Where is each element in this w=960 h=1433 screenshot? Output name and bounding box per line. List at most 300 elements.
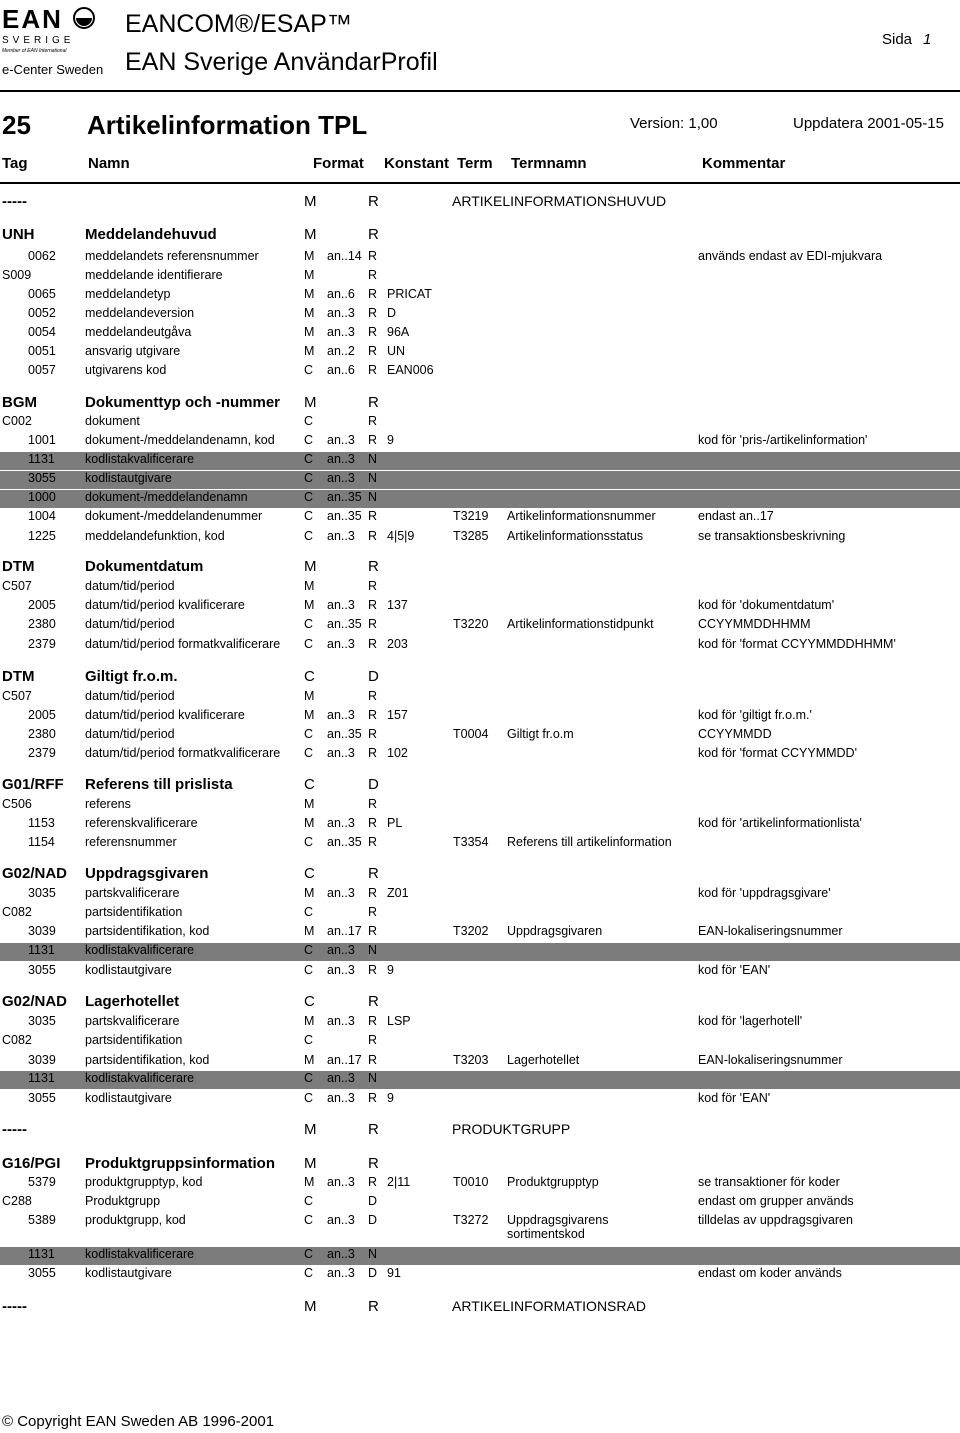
table-row: [0, 1053, 960, 1071]
table-row: [0, 617, 960, 635]
cell-name: meddelandets referensnummer: [85, 249, 259, 263]
cell-sub: 1000: [28, 490, 56, 504]
cell-name: Produktgrupp: [85, 1194, 161, 1208]
cell-tag: G01/RFF: [2, 776, 64, 793]
cell-name: datum/tid/period: [85, 579, 175, 593]
cell-term: T3202: [453, 924, 489, 938]
cell-sub: 3035: [28, 886, 56, 900]
cell-comment: endast an..17: [698, 509, 774, 523]
cell-status: M: [304, 193, 317, 210]
cell-termnamn: Referens till artikelinformation: [507, 835, 672, 849]
ean-sverige-logo: [0, 4, 108, 54]
cell-term: T0004: [453, 727, 489, 741]
cell-name: partskvalificerare: [85, 1014, 180, 1028]
cell-name: Dokumenttyp och -nummer: [85, 394, 281, 411]
cell-value: 9: [387, 1091, 394, 1105]
cell-name: kodlistakvalificerare: [85, 1071, 195, 1085]
cell-req: R: [368, 558, 379, 575]
cell-name: kodlistakvalificerare: [85, 452, 195, 466]
column-header-divider: [0, 182, 960, 184]
table-row: [0, 835, 960, 853]
cell-req: R: [368, 905, 378, 919]
cell-value: PRICAT: [387, 287, 432, 301]
cell-req: R: [368, 1298, 379, 1315]
cell-format: an..35: [327, 509, 362, 523]
table-row: [0, 344, 960, 362]
cell-req: R: [368, 268, 378, 282]
cell-sub: 3055: [28, 1091, 56, 1105]
cell-req: R: [368, 993, 379, 1010]
cell-req: R: [368, 1014, 378, 1028]
cell-sub: 3039: [28, 1053, 56, 1067]
cell-status: M: [304, 689, 315, 703]
cell-req: R: [368, 637, 378, 651]
cell-name: produktgrupptyp, kod: [85, 1175, 203, 1189]
segment-header-row: [0, 865, 960, 887]
cell-name: dokument: [85, 414, 140, 428]
cell-status: C: [304, 490, 314, 504]
cell-name: partsidentifikation, kod: [85, 1053, 210, 1067]
col-term: Term: [457, 155, 493, 172]
cell-req: R: [368, 746, 378, 760]
cell-req: R: [368, 689, 378, 703]
table-row: [0, 579, 960, 597]
cell-name: referens: [85, 797, 131, 811]
cell-status: C: [304, 452, 314, 466]
cell-format: an..3: [327, 963, 355, 977]
cell-status: C: [304, 509, 314, 523]
cell-sub: 2379: [28, 637, 56, 651]
cell-status: M: [304, 1053, 315, 1067]
cell-status: C: [304, 776, 315, 793]
cell-name: partskvalificerare: [85, 886, 180, 900]
cell-req: R: [368, 1121, 379, 1138]
table-row: [0, 1247, 960, 1265]
cell-sub: 3055: [28, 963, 56, 977]
cell-req: R: [368, 708, 378, 722]
cell-status: M: [304, 306, 315, 320]
table-row: [0, 529, 960, 547]
cell-term: T3354: [453, 835, 489, 849]
cell-status: M: [304, 1014, 315, 1028]
table-row: [0, 452, 960, 470]
cell-termnamn: Artikelinformationsstatus: [507, 529, 644, 543]
table-row: [0, 689, 960, 707]
cell-req: R: [368, 1091, 378, 1105]
section-number: 25: [2, 110, 31, 140]
cell-value: 4|5|9: [387, 529, 415, 543]
cell-name: kodlistakvalificerare: [85, 943, 195, 957]
cell-comment: CCYYMMDDHHMM: [698, 617, 811, 631]
table-row: [0, 708, 960, 726]
cell-format: an..3: [327, 1213, 355, 1227]
cell-req: N: [368, 943, 378, 957]
cell-status: M: [304, 924, 315, 938]
cell-sub: 1131: [28, 1071, 55, 1085]
cell-sub: 1225: [28, 529, 56, 543]
cell-sub: 1154: [28, 835, 55, 849]
cell-status: C: [304, 905, 314, 919]
cell-status: C: [304, 414, 314, 428]
table-row: [0, 1175, 960, 1193]
cell-termnamn: Lagerhotellet: [507, 1053, 580, 1067]
cell-sub: 2380: [28, 727, 56, 741]
svg-text:EAN: EAN: [2, 4, 63, 34]
cell-req: R: [368, 249, 378, 263]
cell-req: R: [368, 1175, 378, 1189]
cell-name: kodlistautgivare: [85, 963, 172, 977]
cell-tag: DTM: [2, 668, 35, 685]
cell-termnamn: Produktgrupptyp: [507, 1175, 599, 1189]
cell-name: dokument-/meddelandenamn, kod: [85, 433, 275, 447]
cell-format: an..3: [327, 471, 355, 485]
cell-sub: 5379: [28, 1175, 56, 1189]
cell-status: M: [304, 816, 315, 830]
segment-header-row: [0, 558, 960, 580]
cell-name: kodlistakvalificerare: [85, 1247, 195, 1261]
cell-req: R: [368, 598, 378, 612]
cell-req: N: [368, 1071, 378, 1085]
cell-name: referensnummer: [85, 835, 177, 849]
table-row: [0, 963, 960, 981]
table-row: [0, 471, 960, 489]
cell-tag: C082: [2, 905, 32, 919]
cell-name: meddelandeversion: [85, 306, 195, 320]
cell-sub: 0054: [28, 325, 56, 339]
cell-status: M: [304, 579, 315, 593]
cell-name: dokument-/meddelandenamn: [85, 490, 248, 504]
cell-value: LSP: [387, 1014, 411, 1028]
cell-value: 96A: [387, 325, 410, 339]
cell-format: an..3: [327, 1014, 355, 1028]
cell-termnamn: Artikelinformationsnummer: [507, 509, 656, 523]
cell-status: M: [304, 325, 315, 339]
cell-status: M: [304, 558, 317, 575]
cell-sub: 3035: [28, 1014, 56, 1028]
cell-value: PL: [387, 816, 403, 830]
cell-term: T3285: [453, 529, 489, 543]
cell-name: dokument-/meddelandenummer: [85, 509, 263, 523]
cell-termnamn: Uppdragsgivaren: [507, 924, 603, 938]
cell-value: 157: [387, 708, 408, 722]
cell-term: T3203: [453, 1053, 489, 1067]
cell-comment: kod för 'dokumentdatum': [698, 598, 835, 612]
cell-status: C: [304, 668, 315, 685]
doc-subtitle: EAN Sverige AnvändarProfil: [125, 48, 438, 76]
cell-req: R: [368, 816, 378, 830]
cell-status: C: [304, 727, 314, 741]
segment-header-row: [0, 193, 960, 215]
cell-comment: kod för 'EAN': [698, 1091, 771, 1105]
table-row: [0, 287, 960, 305]
cell-name: datum/tid/period formatkvalificerare: [85, 746, 281, 760]
cell-req: R: [368, 1155, 379, 1172]
cell-tag: C506: [2, 797, 32, 811]
cell-tag: S009: [2, 268, 32, 282]
segment-header-row: [0, 1155, 960, 1177]
cell-status: M: [304, 287, 315, 301]
cell-value: EAN006: [387, 363, 434, 377]
cell-comment: EAN-lokaliseringsnummer: [698, 924, 843, 938]
cell-req: R: [368, 963, 378, 977]
table-row: [0, 509, 960, 527]
cell-req: R: [368, 529, 378, 543]
cell-req: R: [368, 287, 378, 301]
cell-name: meddelandeutgåva: [85, 325, 192, 339]
cell-value: 102: [387, 746, 408, 760]
col-namn: Namn: [88, 155, 130, 172]
cell-status: M: [304, 708, 315, 722]
cell-format: an..3: [327, 306, 355, 320]
cell-tag: UNH: [2, 226, 35, 243]
version-label: Version: 1,00: [630, 115, 718, 132]
cell-format: an..2: [327, 344, 355, 358]
cell-sub: 1131: [28, 1247, 55, 1261]
cell-format: an..35: [327, 490, 362, 504]
cell-req: R: [368, 797, 378, 811]
segment-header-row: [0, 1121, 960, 1143]
page-label: Sida: [882, 31, 913, 48]
cell-req: R: [368, 727, 378, 741]
cell-name: datum/tid/period kvalificerare: [85, 708, 245, 722]
cell-comment: se transaktioner för koder: [698, 1175, 840, 1189]
cell-tag: BGM: [2, 394, 37, 411]
cell-req: R: [368, 414, 378, 428]
cell-status: M: [304, 886, 315, 900]
cell-status: M: [304, 1298, 317, 1315]
cell-comment: kod för 'format CCYYMMDD': [698, 746, 857, 760]
cell-sub: 1131: [28, 943, 55, 957]
cell-comment: kod för 'uppdragsgivare': [698, 886, 831, 900]
cell-format: an..3: [327, 746, 355, 760]
cell-status: M: [304, 249, 315, 263]
table-row: [0, 816, 960, 834]
cell-name: partsidentifikation: [85, 1033, 183, 1047]
cell-status: M: [304, 344, 315, 358]
cell-comment: kod för 'pris-/artikelinformation': [698, 433, 868, 447]
cell-req: D: [368, 1194, 378, 1208]
table-row: [0, 433, 960, 451]
cell-req: N: [368, 471, 378, 485]
cell-name: produktgrupp, kod: [85, 1213, 186, 1227]
cell-termnamn: Uppdragsgivarens sortimentskod: [507, 1213, 609, 1241]
cell-name: Giltigt fr.o.m.: [85, 668, 178, 685]
cell-req: R: [368, 226, 379, 243]
cell-format: an..6: [327, 363, 355, 377]
cell-sub: 2005: [28, 598, 56, 612]
table-row: [0, 1194, 960, 1212]
cell-name: meddelande identifierare: [85, 268, 223, 282]
cell-format: an..35: [327, 727, 362, 741]
cell-name: ansvarig utgivare: [85, 344, 181, 358]
col-tag: Tag: [2, 155, 28, 172]
cell-name: Referens till prislista: [85, 776, 233, 793]
cell-tag: C507: [2, 579, 32, 593]
cell-name: Lagerhotellet: [85, 993, 180, 1010]
cell-format: an..3: [327, 708, 355, 722]
cell-sub: 0065: [28, 287, 56, 301]
cell-name: Meddelandehuvud: [85, 226, 217, 243]
cell-sub: 1153: [28, 816, 55, 830]
cell-req: R: [368, 193, 379, 210]
segment-header-row: [0, 226, 960, 248]
cell-sub: 1001: [28, 433, 56, 447]
cell-termnamn: Giltigt fr.o.m: [507, 727, 574, 741]
updated-label: Uppdatera 2001-05-15: [793, 115, 944, 132]
cell-format: an..3: [327, 886, 355, 900]
cell-format: an..3: [327, 1266, 355, 1280]
cell-status: M: [304, 797, 315, 811]
cell-sub: 3055: [28, 471, 56, 485]
cell-term: T3272: [453, 1213, 489, 1227]
cell-sub: 2379: [28, 746, 56, 760]
cell-req: R: [368, 433, 378, 447]
cell-name: kodlistautgivare: [85, 471, 172, 485]
cell-format: an..14: [327, 249, 362, 263]
cell-status: M: [304, 268, 315, 282]
cell-comment: kod för 'artikelinformationlista': [698, 816, 862, 830]
cell-comment: endast om grupper används: [698, 1194, 854, 1208]
segment-header-row: [0, 1298, 960, 1320]
cell-value: 2|11: [387, 1175, 411, 1189]
cell-value: 91: [387, 1266, 401, 1280]
cell-status: C: [304, 1266, 314, 1280]
segment-header-row: [0, 394, 960, 416]
table-row: [0, 943, 960, 961]
cell-format: an..3: [327, 637, 355, 651]
cell-status: C: [304, 835, 314, 849]
cell-sub: 3055: [28, 1266, 56, 1280]
cell-value: 137: [387, 598, 408, 612]
table-row: [0, 414, 960, 432]
cell-req: R: [368, 1053, 378, 1067]
cell-format: an..3: [327, 325, 355, 339]
cell-name: datum/tid/period: [85, 727, 175, 741]
cell-name: datum/tid/period formatkvalificerare: [85, 637, 281, 651]
cell-req: R: [368, 344, 378, 358]
table-row: [0, 1213, 960, 1241]
table-row: [0, 1071, 960, 1089]
cell-value: Z01: [387, 886, 409, 900]
cell-format: an..35: [327, 617, 362, 631]
company-label: e-Center Sweden: [2, 62, 104, 77]
cell-req: D: [368, 1213, 378, 1227]
cell-req: R: [368, 835, 378, 849]
cell-status: C: [304, 529, 314, 543]
cell-req: R: [368, 306, 378, 320]
table-row: [0, 363, 960, 381]
cell-value: UN: [387, 344, 406, 358]
cell-status: C: [304, 943, 314, 957]
cell-tag: -----: [2, 1298, 27, 1315]
segment-header-row: [0, 993, 960, 1015]
cell-format: an..3: [327, 452, 355, 466]
cell-req: R: [368, 1033, 378, 1047]
cell-comment: EAN-lokaliseringsnummer: [698, 1053, 843, 1067]
cell-term: T0010: [453, 1175, 489, 1189]
cell-sub: 0062: [28, 249, 56, 263]
col-format: Format: [313, 155, 364, 172]
cell-name: meddelandetyp: [85, 287, 171, 301]
cell-status: C: [304, 865, 315, 882]
cell-name: datum/tid/period kvalificerare: [85, 598, 245, 612]
cell-status: C: [304, 433, 314, 447]
table-row: [0, 1033, 960, 1051]
cell-tag: C288: [2, 1194, 32, 1208]
cell-sub: 2380: [28, 617, 56, 631]
page-number: 1: [923, 31, 932, 48]
segment-header-row: [0, 668, 960, 690]
col-termnamn: Termnamn: [511, 155, 587, 172]
header-divider: [0, 90, 960, 92]
cell-name: partsidentifikation, kod: [85, 924, 210, 938]
cell-name: kodlistautgivare: [85, 1091, 172, 1105]
cell-req: R: [368, 363, 378, 377]
cell-name: Produktgruppsinformation: [85, 1155, 275, 1172]
cell-name: Uppdragsgivaren: [85, 865, 209, 882]
cell-name: Dokumentdatum: [85, 558, 204, 575]
cell-format: an..3: [327, 943, 355, 957]
cell-req: D: [368, 668, 379, 685]
table-row: [0, 746, 960, 764]
cell-req: N: [368, 490, 378, 504]
cell-req: N: [368, 452, 378, 466]
doc-title: EANCOM®/ESAP™: [125, 10, 352, 38]
cell-comment: CCYYMMDD: [698, 727, 772, 741]
cell-value: D: [387, 306, 397, 320]
cell-format: an..3: [327, 816, 355, 830]
cell-sub: 3039: [28, 924, 56, 938]
cell-comment: tilldelas av uppdragsgivaren: [698, 1213, 853, 1227]
cell-tag: C002: [2, 414, 32, 428]
cell-format: an..17: [327, 924, 362, 938]
cell-name: utgivarens kod: [85, 363, 167, 377]
cell-req: R: [368, 886, 378, 900]
cell-format: an..3: [327, 1247, 355, 1261]
cell-format: an..3: [327, 433, 355, 447]
cell-format: an..3: [327, 1091, 355, 1105]
cell-name: partsidentifikation: [85, 905, 183, 919]
cell-termnamn: Artikelinformationstidpunkt: [507, 617, 654, 631]
table-row: [0, 1014, 960, 1032]
cell-term: T3220: [453, 617, 489, 631]
cell-sub: 1131: [28, 452, 55, 466]
cell-status: C: [304, 1247, 314, 1261]
cell-status: M: [304, 394, 317, 411]
cell-tag: -----: [2, 193, 27, 210]
cell-req: D: [368, 1266, 378, 1280]
cell-value: 9: [387, 963, 394, 977]
cell-term: T3219: [453, 509, 489, 523]
table-row: [0, 797, 960, 815]
cell-req: D: [368, 776, 379, 793]
cell-comment: kod för 'EAN': [698, 963, 771, 977]
col-kommentar: Kommentar: [702, 155, 786, 172]
cell-value: PRODUKTGRUPP: [452, 1121, 571, 1137]
cell-tag: C082: [2, 1033, 32, 1047]
cell-comment: endast om koder används: [698, 1266, 842, 1280]
cell-name: datum/tid/period: [85, 689, 175, 703]
cell-value: 9: [387, 433, 394, 447]
cell-name: kodlistautgivare: [85, 1266, 172, 1280]
section-title: Artikelinformation TPL: [87, 110, 368, 140]
cell-req: N: [368, 1247, 378, 1261]
cell-req: R: [368, 924, 378, 938]
table-row: [0, 1266, 960, 1284]
cell-sub: 2005: [28, 708, 56, 722]
table-row: [0, 905, 960, 923]
cell-name: referenskvalificerare: [85, 816, 198, 830]
